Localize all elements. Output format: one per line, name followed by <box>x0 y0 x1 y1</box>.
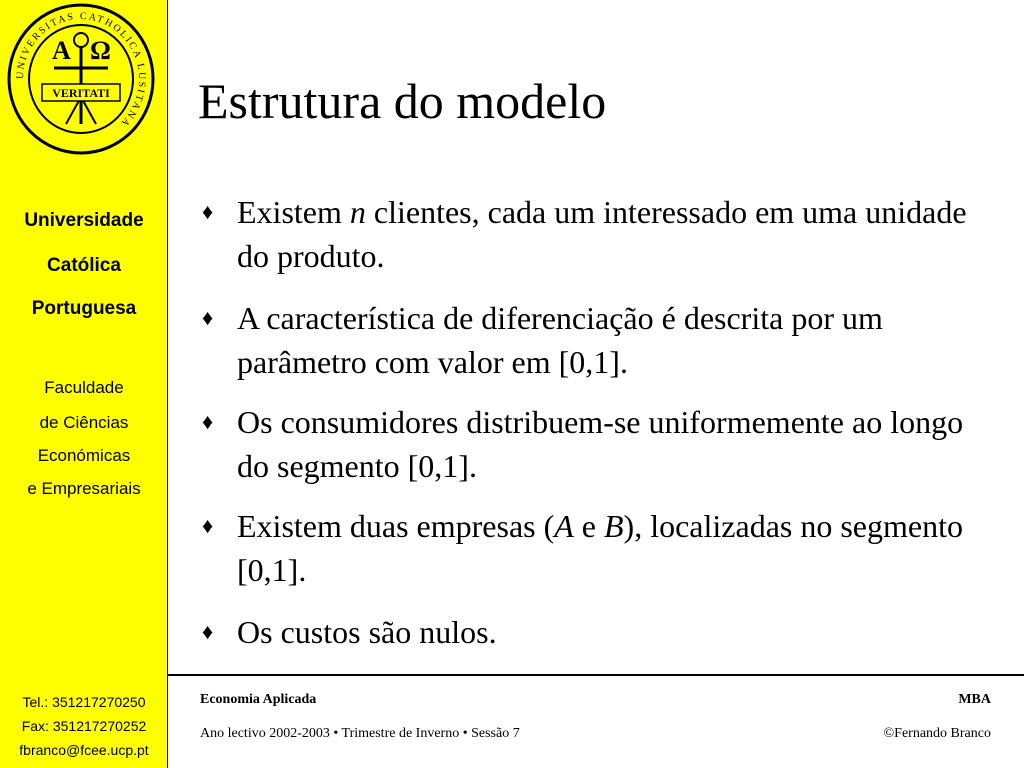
bullet-text: A característica de diferenciação é descrita por um parâmetro com valor em [0,1]. <box>237 300 883 380</box>
bullet-item <box>202 190 1002 278</box>
diamond-bullet-icon: ♦ <box>202 619 214 644</box>
university-seal-logo <box>6 2 156 157</box>
faculty-name-line: e Empresariais <box>27 479 141 498</box>
bullet-text: Existem n clientes, cada um interessado em uma unidade do produto. <box>237 194 967 274</box>
footer-program: MBA <box>958 692 991 707</box>
footer-divider <box>168 674 1024 676</box>
svg-text:A: A <box>52 36 71 65</box>
svg-text:VERITATI: VERITATI <box>52 86 110 100</box>
diamond-bullet-icon: ♦ <box>202 409 214 434</box>
contact-phone: Tel.: 351217270250 <box>22 694 146 710</box>
bullet-item <box>202 296 1002 384</box>
bullet-item <box>202 504 1002 592</box>
svg-text:Ω: Ω <box>90 36 111 65</box>
bullet-item <box>202 610 1002 654</box>
bullet-item <box>202 400 1002 488</box>
diamond-bullet-icon: ♦ <box>202 513 214 538</box>
contact-fax: Fax: 351217270252 <box>21 718 147 734</box>
svg-text:UNIVERSITAS CATHOLICA LUSITANA: UNIVERSITAS CATHOLICA LUSITANA <box>14 10 148 130</box>
university-name-line: Portuguesa <box>31 298 137 319</box>
slide-title: Estrutura do modelo <box>198 73 607 129</box>
faculty-name-line: Económicas <box>37 446 131 465</box>
footer-author: ©Fernando Branco <box>883 726 991 741</box>
university-name-line: Universidade <box>24 210 144 231</box>
faculty-name-line: de Ciências <box>39 413 129 432</box>
footer-session: Ano lectivo 2002-2003 • Trimestre de Inverno • Sessão 7 <box>200 726 520 741</box>
bullet-text: Existem duas empresas (A e B), localizadas no segmento [0,1]. <box>237 508 963 588</box>
sidebar <box>0 0 168 768</box>
diamond-bullet-icon: ♦ <box>202 305 214 330</box>
bullet-text: Os custos são nulos. <box>237 614 497 650</box>
faculty-name-line: Faculdade <box>44 378 124 397</box>
footer-course: Economia Aplicada <box>200 692 317 707</box>
contact-email: fbranco@fcee.ucp.pt <box>19 742 149 758</box>
university-name-line: Católica <box>47 255 121 276</box>
bullet-text: Os consumidores distribuem-se uniformemente ao longo do segmento [0,1]. <box>237 404 964 484</box>
diamond-bullet-icon: ♦ <box>202 199 214 224</box>
